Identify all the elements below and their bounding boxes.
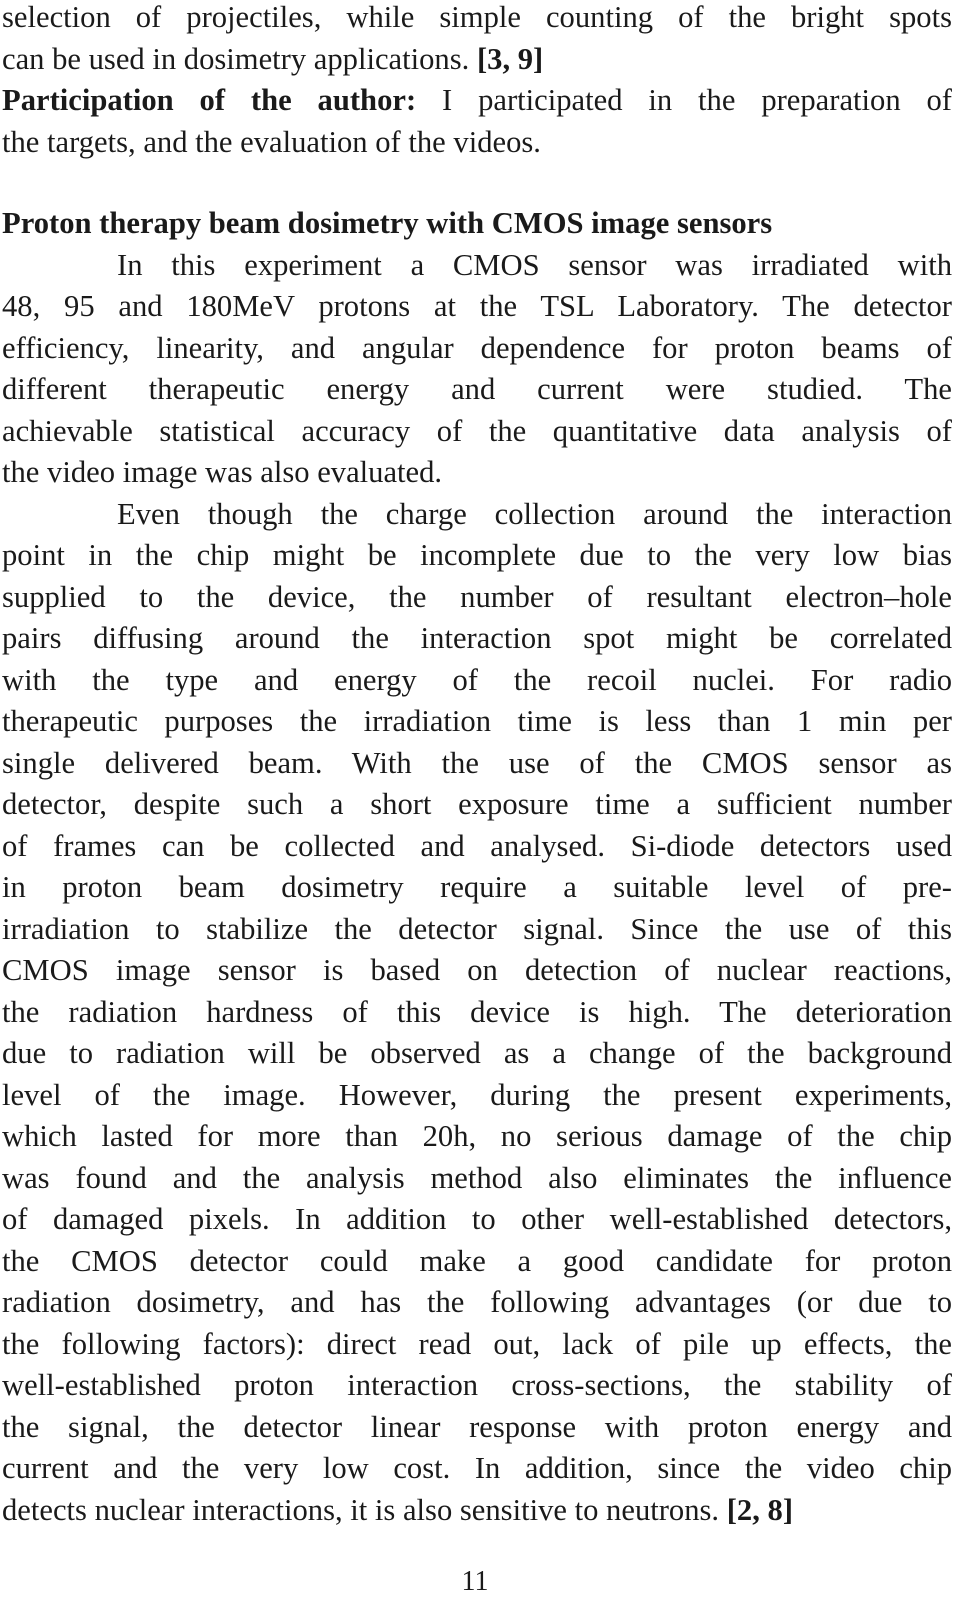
text-line: different therapeutic energy and current were studied. The [2,372,952,406]
text-line: CMOS image sensor is based on detection of nuclear reactions, [2,953,952,987]
text-line: detector, despite such a short exposure time a sufficient number [2,787,952,821]
text-line: current and the very low cost. In addition, since the video chip [2,1451,952,1485]
text-line: the video image was also evaluated. [2,455,443,489]
document-page [2,0,952,1531]
text-line: due to radiation will be observed as a change of the background [2,1036,952,1070]
section [2,203,952,1531]
page-number: 11 [461,1566,489,1597]
text-line [2,39,952,81]
text-fragment: can be used in dosimetry applications. [2,41,470,76]
text-line: Even though the charge collection around the interaction [117,496,952,531]
text-line: point in the chip might be incomplete due to the very low bias [2,538,952,572]
text-line: of damaged pixels. In addition to other well-established detectors, [2,1202,952,1236]
text-line: the CMOS detector could make a good candidate for proton [2,1243,952,1278]
section-heading: Proton therapy beam dosimetry with CMOS image sensors [2,206,773,240]
text-line: In this experiment a CMOS sensor was irradiated with [117,247,952,282]
text-line: single delivered beam. With the use of the CMOS sensor as [2,745,952,780]
text-fragment: I participated in the preparation of [416,83,952,117]
text-line: irradiation to stabilize the detector signal. Since the use of this [2,911,952,946]
section-paragraph-1 [2,245,952,494]
text-line: level of the image. However, during the present experiments, [2,1077,952,1112]
text-fragment: detects nuclear interactions, it is also sensitive to neutrons. [2,1492,720,1527]
text-line: the radiation hardness of this device is high. The deterioration [2,994,952,1029]
text-line: of frames can be collected and analysed. Si-diode detectors used [2,828,952,863]
text-line: the targets, and the evaluation of the videos. [2,124,541,159]
text-line: with the type and energy of the recoil nuclei. For radio [2,662,952,697]
text-line: therapeutic purposes the irradiation time is less than 1 min per [2,704,952,738]
text-line [2,80,952,122]
citation: [3, 9] [476,41,544,76]
text-line: pairs diffusing around the interaction spot might be correlated [2,621,952,655]
text-line: the following factors): direct read out, lack of pile up effects, the [2,1326,952,1361]
text-line: radiation dosimetry, and has the following advantages (or due to [2,1285,952,1319]
text-line: 48, 95 and 180MeV protons at the TSL Laboratory. The detector [2,289,952,323]
text-line: the signal, the detector linear response with proton energy and [2,1409,952,1444]
text-line: selection of projectiles, while simple counting of the bright spots [2,0,952,34]
section-paragraph-2 [2,494,952,1532]
text-line: achievable statistical accuracy of the quantitative data analysis of [2,413,952,448]
citation: [2, 8] [726,1492,794,1527]
text-line: efficiency, linearity, and angular dependence for proton beams of [2,330,952,365]
intro-paragraph [2,0,952,80]
text-line: well-established proton interaction cross-sections, the stability of [2,1368,952,1402]
participation-paragraph [2,80,952,163]
section-spacer [2,163,952,203]
text-line [2,1490,952,1532]
participation-label: Participation of the author: [2,83,417,117]
text-line: in proton beam dosimetry require a suitable level of pre- [2,870,952,904]
text-line: which lasted for more than 20h, no serious damage of the chip [2,1119,952,1153]
text-line: was found and the analysis method also eliminates the influence [2,1160,952,1195]
text-line: supplied to the device, the number of resultant electron–hole [2,579,952,614]
